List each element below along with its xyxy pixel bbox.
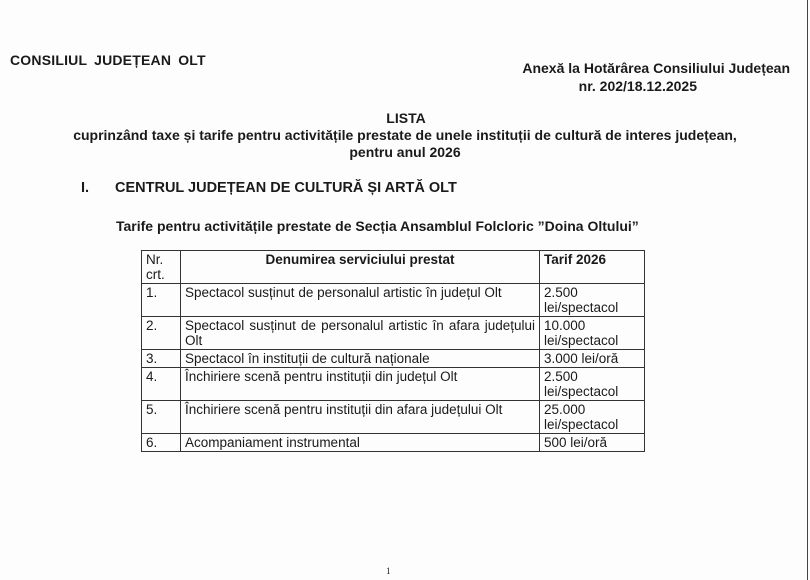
issuer-name: CONSILIUL JUDEȚEAN OLT (10, 52, 206, 68)
row-nr: 1. (142, 284, 181, 317)
annex-line-1: Anexă la Hotărârea Consiliului Județean (522, 60, 790, 76)
row-service: Spectacol susținut de personalul artistic în județul Olt (181, 284, 540, 317)
row-tariff: 500 lei/oră (540, 434, 645, 452)
page-number: 1 (386, 566, 391, 576)
row-nr: 6. (142, 434, 181, 452)
table-row (142, 350, 645, 368)
document-title (0, 110, 810, 161)
row-service: Spectacol în instituții de cultură naționale (181, 350, 540, 368)
table-caption: Tarife pentru activitățile prestate de Secția Ansamblul Folcloric ”Doina Oltului” (116, 218, 639, 234)
row-service: Spectacol susținut de personalul artistic în afara județului Olt (181, 317, 540, 350)
row-service: Acompaniament instrumental (181, 434, 540, 452)
row-tariff: 10.000 lei/spectacol (540, 317, 645, 350)
row-service: Închiriere scenă pentru instituții din afara județului Olt (181, 401, 540, 434)
row-tariff: 2.500 lei/spectacol (540, 368, 645, 401)
header-service: Denumirea serviciului prestat (181, 251, 540, 284)
row-tariff: 25.000 lei/spectacol (540, 401, 645, 434)
row-service: Închiriere scenă pentru instituții din județul Olt (181, 368, 540, 401)
annex-reference (470, 59, 790, 95)
title-line-1: LISTA (386, 110, 426, 126)
section-title: CENTRUL JUDEȚEAN DE CULTURĂ ȘI ARTĂ OLT (115, 180, 457, 196)
header-tariff: Tarif 2026 (540, 251, 645, 284)
table-row (142, 368, 645, 401)
row-tariff: 2.500 lei/spectacol (540, 284, 645, 317)
row-nr: 4. (142, 368, 181, 401)
row-nr: 3. (142, 350, 181, 368)
tariff-table (141, 250, 645, 452)
table-header-row (142, 251, 645, 284)
table-row (142, 284, 645, 317)
row-tariff: 3.000 lei/oră (540, 350, 645, 368)
header-nr: Nr. crt. (142, 251, 181, 284)
title-line-3: pentru anul 2026 (349, 144, 461, 160)
page-edge-line (807, 0, 808, 580)
title-line-2: cuprinzând taxe și tarife pentru activitățile prestate de unele instituții de cultură de interes județean, (73, 127, 737, 143)
row-nr: 5. (142, 401, 181, 434)
table-row (142, 317, 645, 350)
table-row (142, 434, 645, 452)
table-row (142, 401, 645, 434)
section-number: I. (81, 180, 90, 196)
annex-line-2: nr. 202/18.12.2025 (578, 78, 697, 94)
row-nr: 2. (142, 317, 181, 350)
section-heading (81, 180, 457, 196)
